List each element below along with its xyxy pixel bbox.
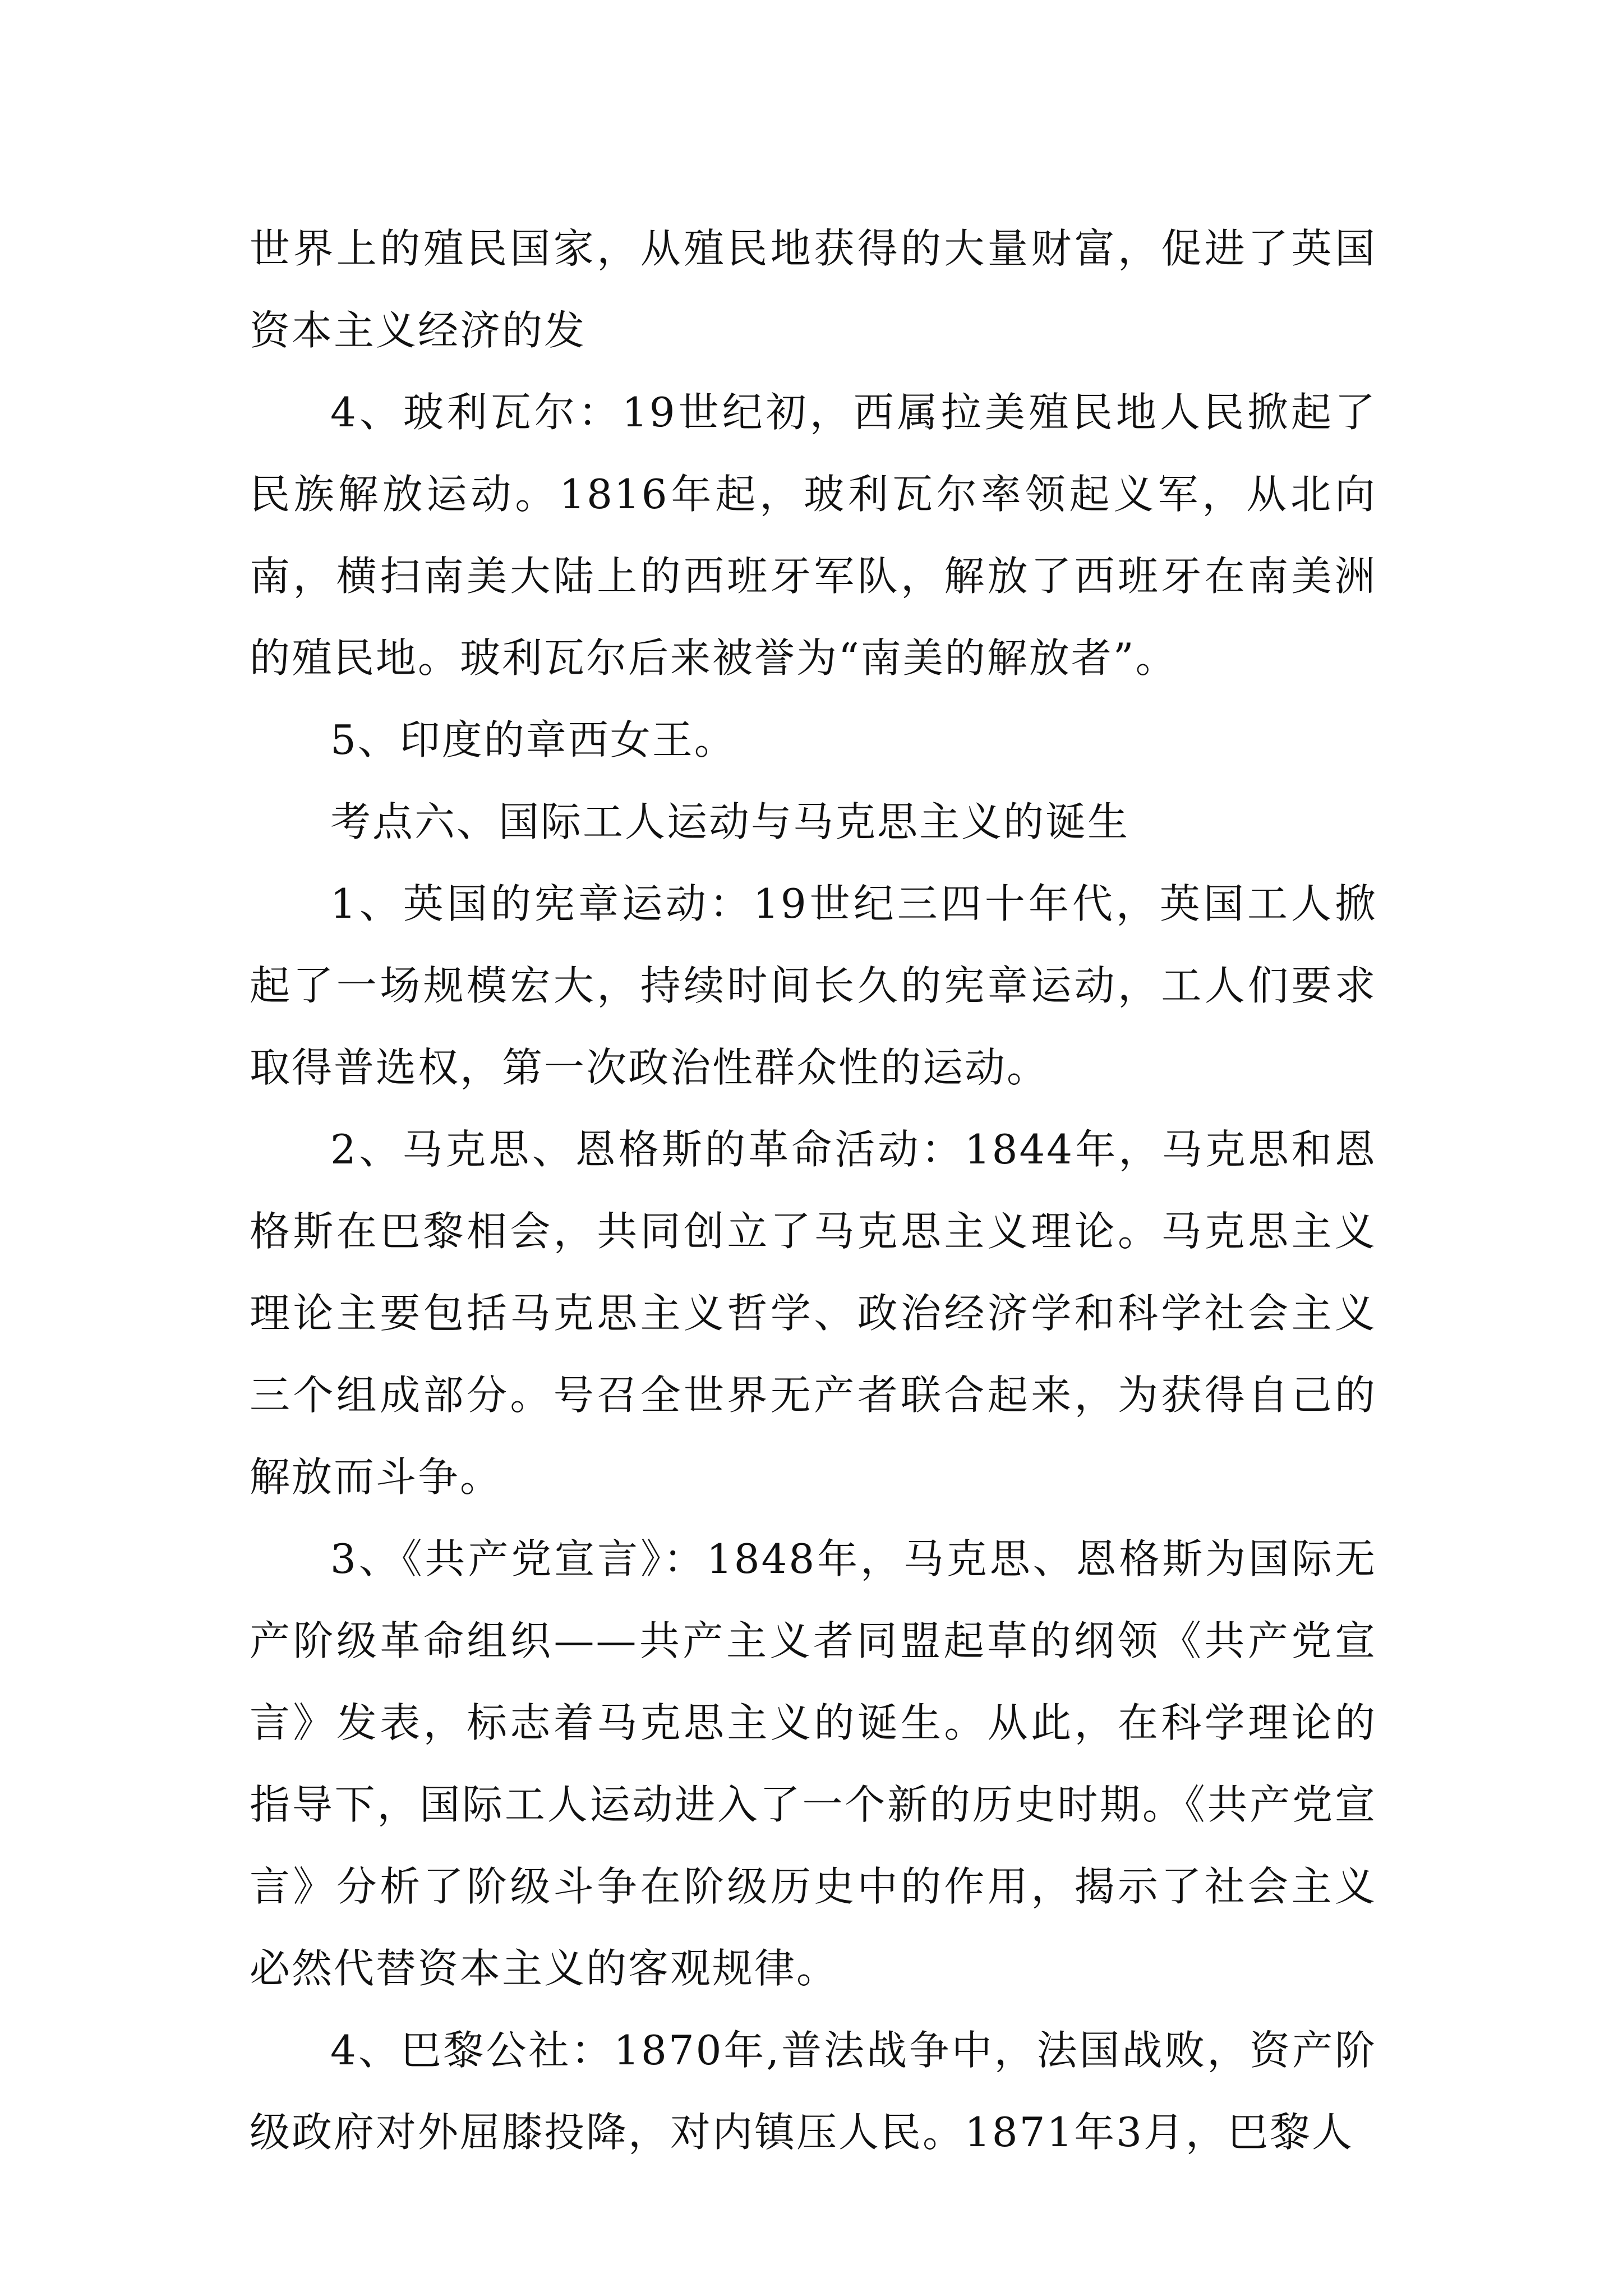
paragraph-bolivar: 4、玻利瓦尔：19世纪初，西属拉美殖民地人民掀起了民族解放运动。1816年起，玻利瓦尔率领起义军，从北向南，横扫南美大陆上的西班牙军队，解放了西班牙在南美洲的殖民地。玻利瓦尔后来被誉为“南美的解放者”。	[250, 389, 1377, 682]
paragraph-marx-engels: 2、马克思、恩格斯的革命活动：1844年，马克思和恩格斯在巴黎相会，共同创立了马克思主义理论。马克思主义理论主要包括马克思主义哲学、政治经济学和科学社会主义三个组成部分。号召全世界无产者联合起来，为获得自己的解放而斗争。	[250, 1126, 1377, 1501]
section-heading-point-six: 考点六、国际工人运动与马克思主义的诞生	[330, 798, 1130, 845]
paragraph-communist-manifesto: 3、《共产党宣言》：1848年，马克思、恩格斯为国际无产阶级革命组织——共产主义者同盟起草的纲领《共产党宣言》发表，标志着马克思主义的诞生。从此，在科学理论的指导下，国际工人运动进入了一个新的历史时期。《共产党宣言》分析了阶级斗争在阶级历史中的作用，揭示了社会主义必然代替资本主义的客观规律。	[250, 1535, 1377, 1992]
document-body	[250, 208, 1377, 2173]
paragraph-rani-of-jhansi: 5、印度的章西女王。	[330, 716, 736, 763]
paragraph-colonial-wealth: 世界上的殖民国家，从殖民地获得的大量财富，促进了英国资本主义经济的发	[250, 225, 1377, 354]
paragraph-chartist-movement: 1、英国的宪章运动：19世纪三四十年代，英国工人掀起了一场规模宏大，持续时间长久的宪章运动，工人们要求取得普选权，第一次政治性群众性的运动。	[250, 880, 1377, 1091]
paragraph-paris-commune: 4、巴黎公社：1870年,普法战争中，法国战败，资产阶级政府对外屈膝投降，对内镇压人民。1871年3月，巴黎人	[250, 2027, 1377, 2156]
